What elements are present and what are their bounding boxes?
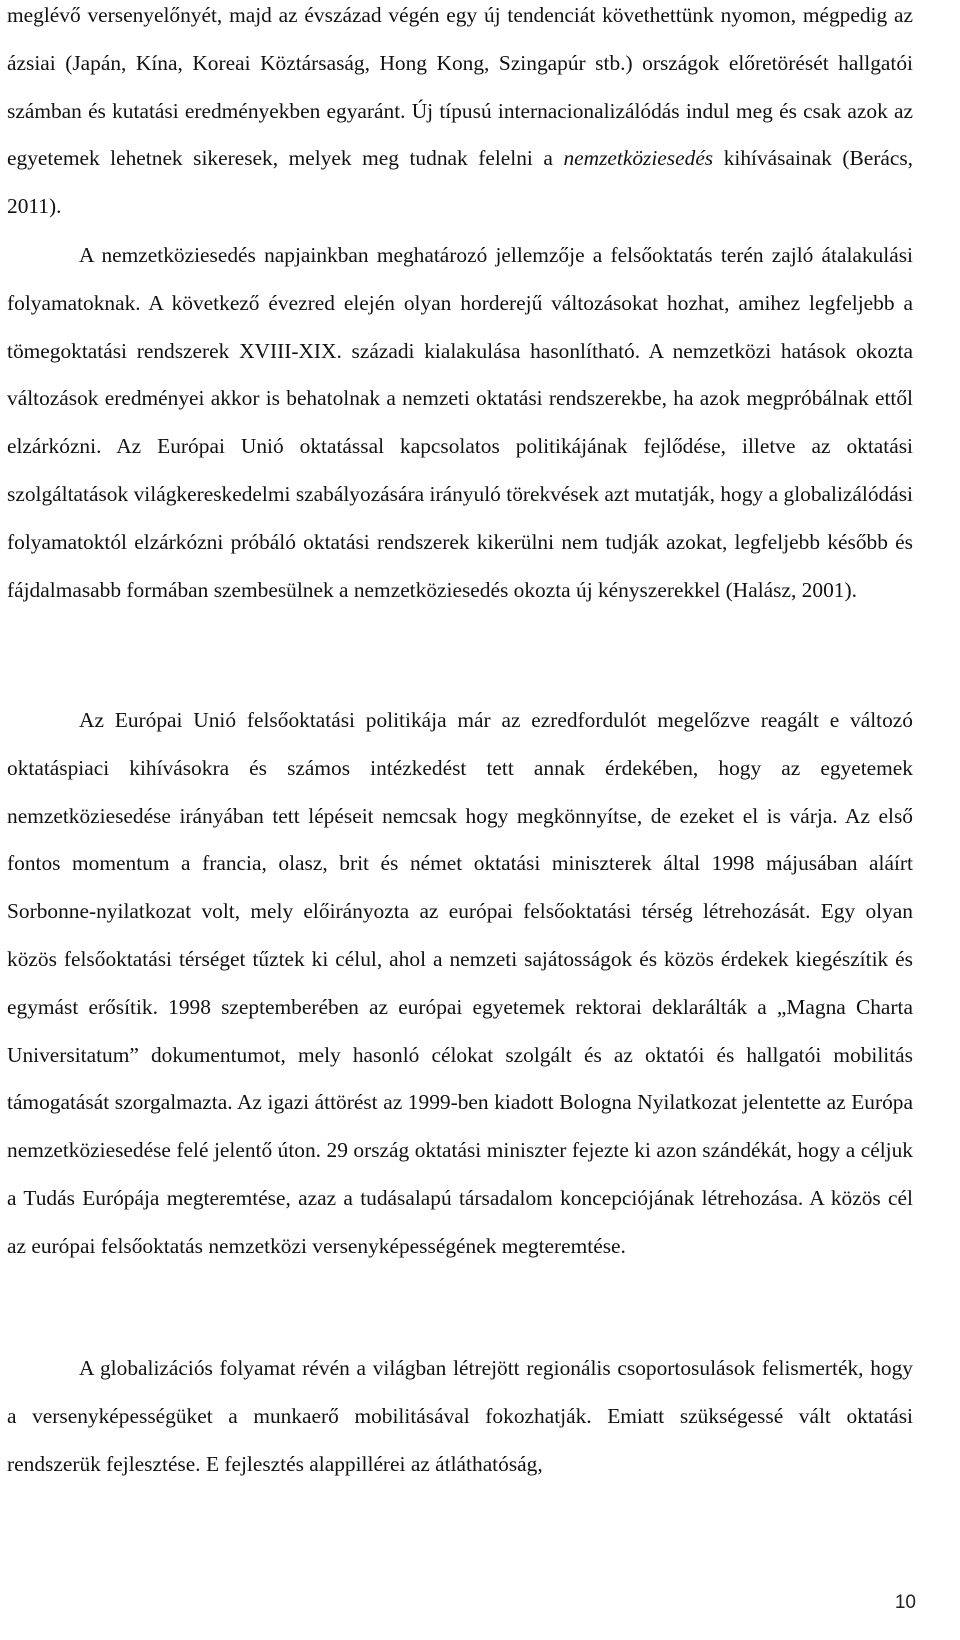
emphasis-term: nemzetköziesedés [563, 146, 714, 171]
paragraph-4: A globalizációs folyamat révén a világban létrejött regionális csoportosulások felismerték, hogy a versenyképességüket a munkaerő mobilitásával fokozhatják. Emiatt szükségessé vált oktatási rendszerük fejlesztése. E fejlesztés alappillérei az átláthatóság, [7, 1356, 913, 1476]
page-number: 10 [894, 1592, 916, 1613]
paragraph-1-text-a: meglévő versenyelőnyét, majd az évszázad végén egy új tendenciát követhettünk nyomon, mégpedig az ázsiai (Japán, Kína, Koreai Köztársaság, Hong Kong, Szingapúr stb.) országok előretörését hallgatói számban és kutatási eredményekben egyaránt. Új típusú internacionalizálódás indul meg és csak azok az egyetemek lehetnek sikeresek, melyek meg tudnak felelni a [7, 3, 913, 171]
paragraph-1-text-b: kihívásainak (Berács, 2011). [7, 146, 914, 219]
paragraph-1 [7, 0, 913, 231]
paragraph-3: Az Európai Unió felsőoktatási politikája már az ezredfordulót megelőzve reagált e változó oktatáspiaci kihívásokra és számos intézkedést tett annak érdekében, hogy az egyetemek nemzetköziesedése irányában tett lépéseit nemcsak hogy megkönnyítse, de ezeket el is várja. Az első fontos momentum a francia, olasz, brit és német oktatási miniszterek által 1998 májusában aláírt Sorbonne-nyilatkozat volt, mely előirányozta az európai felsőoktatási térség létrehozását. Egy olyan közös felsőoktatási térséget tűztek ki célul, ahol a nemzeti sajátosságok és közös érdekek kiegészítik és egymást erősítik. 1998 szeptemberében az európai egyetemek rektorai deklarálták a „Magna Charta Universitatum” dokumentumot, mely hasonló célokat szolgált és az oktatói és hallgatói mobilitás támogatását szorgalmazta. Az igazi áttörést az 1999-ben kiadott Bologna Nyilatkozat jelentette az Európa nemzetköziesedése felé jelentő úton. 29 ország oktatási miniszter fejezte ki azon szándékát, hogy a céljuk a Tudás Európája megteremtése, azaz a tudásalapú társadalom koncepciójának létrehozása. A közös cél az európai felsőoktatás nemzetközi versenyképességének megteremtése. [7, 708, 913, 1258]
paragraph-2: A nemzetköziesedés napjainkban meghatározó jellemzője a felsőoktatás terén zajló átalakulási folyamatoknak. A következő évezred elején olyan horderejű változásokat hozhat, amihez legfeljebb a tömegoktatási rendszerek XVIII-XIX. századi kialakulása hasonlítható. A nemzetközi hatások okozta változások eredményei akkor is behatolnak a nemzeti oktatási rendszerekbe, ha azok megpróbálnak ettől elzárkózni. Az Európai Unió oktatással kapcsolatos politikájának fejlődése, illetve az oktatási szolgáltatások világkereskedelmi szabályozására irányuló törekvések azt mutatják, hogy a globalizálódási folyamatoktól elzárkózni próbáló oktatási rendszerek kikerülni nem tudják azokat, legfeljebb később és fájdalmasabb formában szembesülnek a nemzetköziesedés okozta új kényszerekkel (Halász, 2001). [7, 243, 913, 602]
